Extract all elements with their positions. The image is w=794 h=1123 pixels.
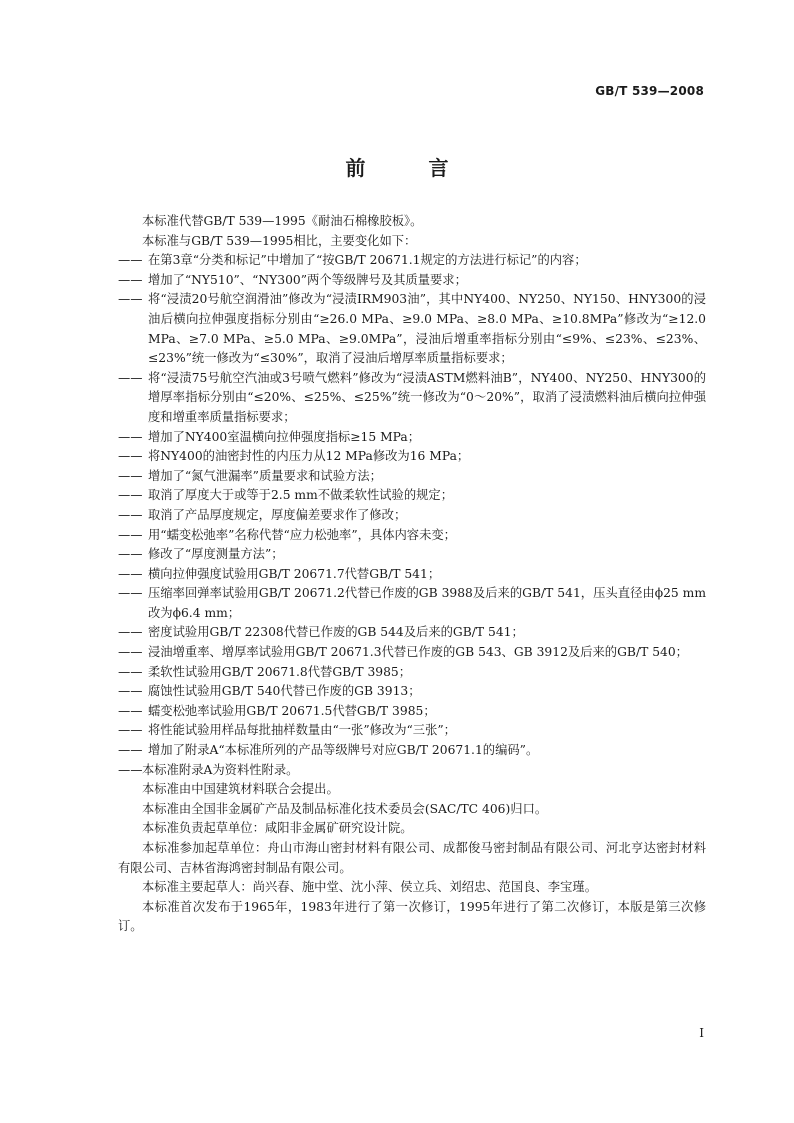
list-item: [118, 545, 706, 565]
dash-marker: ——: [118, 743, 143, 758]
list-item: [118, 663, 706, 683]
standard-number: GB/T 539—2008: [595, 84, 704, 98]
list-item: [118, 506, 706, 526]
list-item: [118, 643, 706, 663]
dash-marker: ——: [118, 253, 143, 268]
dash-marker: ——: [118, 429, 143, 444]
list-item: [118, 428, 706, 448]
closing-paragraph: 本标准由全国非金属矿产品及制品标准化技术委员会(SAC/TC 406)归口。: [142, 801, 548, 816]
list-item: [118, 682, 706, 702]
list-item-text: 浸油增重率、增厚率试验用GB/T 20671.3代替已作废的GB 543、GB 3912及后来的GB/T 540；: [148, 645, 688, 660]
list-item: [118, 702, 706, 722]
list-item-text: 增加了“氮气泄漏率”质量要求和试验方法；: [148, 468, 382, 483]
list-item-text: 将“浸渍75号航空汽油或3号喷气燃料”修改为“浸渍ASTM燃料油B”，NY400、NY250、HNY300的增厚率指标分别由“≤20%、≤25%、≤25%”统一修改为“0～20%”，取消了浸渍燃料油后横向拉伸强度和增重率质量指标要求；: [148, 370, 706, 424]
closing-paragraph: 本标准主要起草人：尚兴春、施中堂、沈小萍、侯立兵、刘绍忠、范国良、李宝瑾。: [142, 880, 597, 895]
list-item-text: 增加了“NY510”、“NY300”两个等级牌号及其质量要求；: [148, 272, 467, 287]
dash-marker: ——: [118, 586, 143, 601]
dash-marker: ——: [118, 507, 143, 522]
list-item: [118, 447, 706, 467]
list-item-text: 在第3章“分类和标记”中增加了“按GB/T 20671.1规定的方法进行标记”的内容；: [148, 253, 587, 268]
dash-marker: ——: [118, 468, 143, 483]
dash-marker: ——: [118, 527, 143, 542]
dash-marker: ——: [118, 723, 143, 738]
list-item: [118, 486, 706, 506]
closing-paragraph: 本标准首次发布于1965年，1983年进行了第一次修订，1995年进行了第二次修订，本版是第三次修订。: [118, 899, 706, 934]
closing-paragraph: 本标准负责起草单位：咸阳非金属矿研究设计院。: [142, 821, 413, 836]
list-item-text: 压缩率回弹率试验用GB/T 20671.2代替已作废的GB 3988及后来的GB/T 541，压头直径由ϕ25 mm改为ϕ6.4 mm；: [148, 586, 706, 620]
intro-paragraph: 本标准与GB/T 539—1995相比，主要变化如下：: [142, 233, 417, 248]
list-item: [118, 251, 706, 271]
dash-marker: ——: [118, 547, 143, 562]
list-item: [118, 467, 706, 487]
dash-marker: ——: [118, 566, 143, 581]
list-item: [118, 526, 706, 546]
list-item-text: 修改了“厚度测量方法”；: [148, 547, 284, 562]
list-item-text: 密度试验用GB/T 22308代替已作废的GB 544及后来的GB/T 541；: [148, 625, 524, 640]
closing-paragraph: 本标准由中国建筑材料联合会提出。: [142, 782, 339, 797]
list-item-text: 取消了厚度大于或等于2.5 mm不做柔软性试验的规定；: [148, 488, 454, 503]
intro-paragraph: 本标准代替GB/T 539—1995《耐油石棉橡胶板》。: [142, 214, 423, 228]
list-item-text: 将“浸渍20号航空润滑油”修改为“浸渍IRM903油”，其中NY400、NY250、NY150、HNY300的浸油后横向拉伸强度指标分别由“≥26.0 MPa、≥9.0 MPa、≥8.0 MPa、≥10.8MPa”修改为“≥12.0 MPa、≥7.0 MPa、≥5.0 MPa、≥9.0MPa”，浸油后增重率指标分别由“≤9%、≤23%、≤23%、≤23%”统一修改为“≤30%”，取消了浸油后增厚率质量指标要求；: [148, 292, 706, 366]
list-item: [118, 721, 706, 741]
list-item-text: 增加了NY400室温横向拉伸强度指标≥15 MPa；: [148, 429, 421, 444]
list-item: [118, 565, 706, 585]
list-item-text: 柔软性试验用GB/T 20671.8代替GB/T 3985；: [148, 664, 412, 679]
list-item-text: 用“蠕变松弛率”名称代替“应力松弛率”，具体内容未变；: [148, 527, 456, 542]
list-item: [118, 290, 706, 368]
dash-marker: ——: [118, 684, 143, 699]
page-title: 前 言: [345, 156, 477, 180]
dash-marker: ——: [118, 449, 143, 464]
list-item-text: 将性能试验用样品每批抽样数量由“一张”修改为“三张”；: [148, 723, 456, 738]
dash-marker: ——: [118, 664, 143, 679]
list-item-text: 蠕变松弛率试验用GB/T 20671.5代替GB/T 3985；: [148, 703, 436, 718]
list-item: [118, 741, 706, 761]
dash-marker: ——: [118, 292, 143, 307]
dash-marker: ——: [118, 625, 143, 640]
list-item: [118, 623, 706, 643]
dash-marker: ——: [118, 703, 143, 718]
foreword-body: [118, 212, 706, 937]
list-item-text: 腐蚀性试验用GB/T 540代替已作废的GB 3913；: [148, 684, 421, 699]
dash-marker: ——: [118, 488, 143, 503]
page-number: I: [699, 1026, 704, 1040]
dash-marker: ——: [118, 645, 143, 660]
list-item: [118, 369, 706, 428]
list-item-text: 增加了附录A“本标准所列的产品等级牌号对应GB/T 20671.1的编码”。: [148, 743, 539, 758]
closing-paragraph: 本标准附录A为资料性附录。: [142, 762, 299, 777]
list-item-text: 将NY400的油密封性的内压力从12 MPa修改为16 MPa；: [148, 449, 470, 464]
dash-marker: ——: [118, 370, 143, 385]
closing-paragraph: 本标准参加起草单位：舟山市海山密封材料有限公司、成都俊马密封制品有限公司、河北亨达密封材料有限公司、吉林省海鸿密封制品有限公司。: [118, 841, 706, 875]
dash-marker: ——: [118, 272, 143, 287]
list-item: [118, 584, 706, 623]
list-item-text: 取消了产品厚度规定，厚度偏差要求作了修改；: [148, 507, 407, 522]
list-item-text: 横向拉伸强度试验用GB/T 20671.7代替GB/T 541；: [148, 566, 441, 581]
list-item: [118, 271, 706, 291]
dash-marker: ——: [118, 762, 143, 777]
